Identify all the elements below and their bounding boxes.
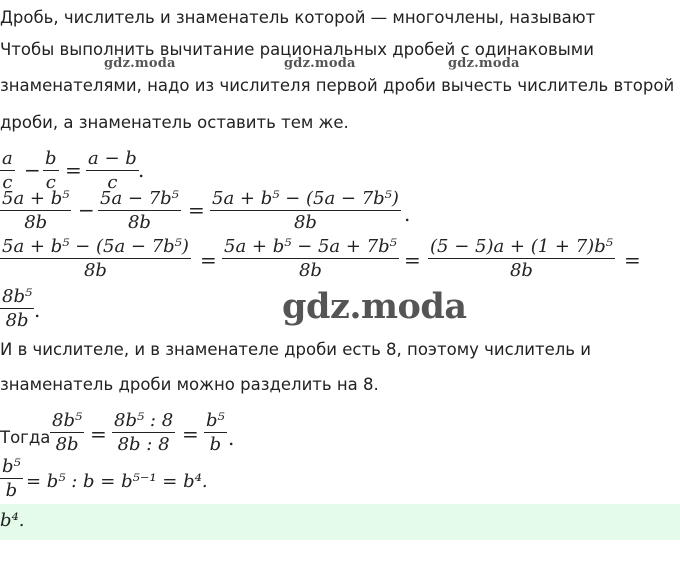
answer-box bbox=[0, 504, 680, 540]
numerator: 5a − 7b⁵ bbox=[100, 188, 179, 209]
fraction bbox=[210, 188, 401, 233]
denominator: 8b bbox=[5, 310, 29, 331]
denominator: 8b bbox=[24, 212, 48, 233]
rule-line-1: Чтобы выполнить вычитание рациональных дробей с одинаковыми bbox=[0, 40, 594, 59]
denominator: 8b bbox=[293, 212, 317, 233]
fraction bbox=[0, 286, 34, 331]
numerator: b⁵ bbox=[2, 456, 21, 477]
watermark-large: gdz.moda bbox=[282, 286, 467, 327]
denominator: c bbox=[45, 172, 56, 193]
fraction bbox=[0, 148, 15, 193]
denominator: b bbox=[209, 434, 222, 455]
numerator: a − b bbox=[88, 148, 137, 169]
fraction bbox=[204, 410, 227, 455]
rule-line-3: дроби, а знаменатель оставить тем же. bbox=[0, 113, 349, 132]
watermark-small-1: gdz.moda bbox=[104, 56, 176, 71]
denominator: 8b bbox=[298, 260, 322, 281]
fraction bbox=[222, 236, 399, 281]
fraction bbox=[428, 236, 615, 281]
numerator: 8b⁵ bbox=[52, 410, 83, 431]
watermark-small-2: gdz.moda bbox=[284, 56, 356, 71]
numerator: b bbox=[45, 148, 57, 169]
denominator: 8b bbox=[83, 260, 107, 281]
numerator: (5 − 5)a + (1 + 7)b⁵ bbox=[430, 236, 613, 257]
fraction bbox=[98, 188, 181, 233]
numerator: 5a + b⁵ bbox=[2, 188, 70, 209]
denominator: 8b bbox=[55, 434, 79, 455]
fraction bbox=[43, 148, 59, 193]
numerator: 8b⁵ : 8 bbox=[114, 410, 174, 431]
denominator: c bbox=[107, 172, 118, 193]
numerator: a bbox=[2, 148, 13, 169]
denominator: 8b bbox=[509, 260, 533, 281]
denominator: 8b bbox=[127, 212, 151, 233]
watermark-small-3: gdz.moda bbox=[448, 56, 520, 71]
denominator: b bbox=[5, 480, 18, 501]
divide-note-line-1: И в числителе, и в знаменателе дроби есть 8, поэтому числитель и bbox=[0, 340, 591, 359]
fraction bbox=[50, 410, 84, 455]
denominator: c bbox=[2, 172, 13, 193]
fraction bbox=[86, 148, 139, 193]
numerator: 5a + b⁵ − (5a − 7b⁵) bbox=[2, 236, 189, 257]
numerator: b⁵ bbox=[206, 410, 225, 431]
numerator: 5a + b⁵ − 5a + 7b⁵ bbox=[224, 236, 397, 257]
fraction bbox=[0, 456, 23, 501]
numerator: 8b⁵ bbox=[2, 286, 33, 307]
fraction bbox=[112, 410, 175, 455]
fraction bbox=[0, 188, 71, 233]
fraction bbox=[0, 236, 191, 281]
rule-line-2: знаменателями, надо из числителя первой дроби вычесть числитель второй bbox=[0, 76, 675, 95]
numerator: 5a + b⁵ − (5a − 7b⁵) bbox=[212, 188, 399, 209]
definition-line: Дробь, числитель и знаменатель которой — многочлены, называют bbox=[0, 8, 596, 27]
simplification-chain: = b⁵ : b = b⁵⁻¹ = b⁴. bbox=[26, 471, 208, 492]
divide-note-line-2: знаменатель дроби можно разделить на 8. bbox=[0, 375, 379, 394]
then-label: Тогда bbox=[0, 428, 51, 447]
answer: b⁴. bbox=[0, 510, 25, 531]
denominator: 8b : 8 bbox=[117, 434, 170, 455]
